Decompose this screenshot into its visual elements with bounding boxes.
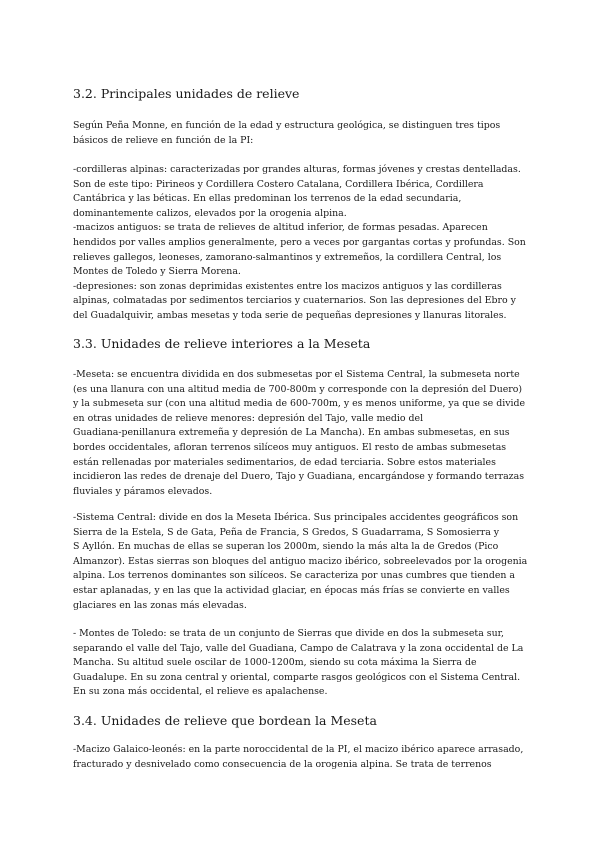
text-line: (es una llanura con una altitud media de 700-800m y corresponde con la depresión del Duero) xyxy=(73,383,523,395)
text-line: fracturado y desnivelado como consecuencia de la orogenia alpina. Se trata de terrenos xyxy=(73,758,492,770)
text-line: -cordilleras alpinas: caracterizadas por grandes alturas, formas jóvenes y crestas dentelladas. xyxy=(73,164,521,175)
text-line: alpina. Los terrenos dominantes son silíceos. Se caracteriza por unas cumbres que tienden a xyxy=(73,570,515,582)
text-line: en otras unidades de relieve menores: depresión del Tajo, valle medio del xyxy=(73,412,424,424)
text-line: -Macizo Galaico-leonés: en la parte noroccidental de la PI, el macizo ibérico aparece arrasado, xyxy=(73,744,524,755)
text-line: dominantemente calizos, elevados por la orogenia alpina. xyxy=(73,207,347,219)
text-line: -macizos antiguos: se trata de relieves de altitud inferior, de formas pesadas. Aparecen xyxy=(73,222,488,234)
text-line: Guadiana-penillanura extremeña y depresión de La Mancha). En ambas submesetas, en sus xyxy=(73,427,510,439)
text-line: están rellenadas por materiales sedimentarios, de edad terciaria. Sobre estos materiales xyxy=(73,456,496,468)
paragraph-macizo-galaico xyxy=(73,743,533,772)
paragraph-meseta xyxy=(73,368,533,499)
text-line: bordes occidentales, afloran terrenos silíceos muy antiguos. El resto de ambas submesetas xyxy=(73,441,507,453)
text-line: -Meseta: se encuentra dividida en dos submesetas por el Sistema Central, la submeseta norte xyxy=(73,369,520,380)
text-line: Según Peña Monne, en función de la edad y estructura geológica, se distinguen tres tipos xyxy=(73,120,501,131)
heading-principales-unidades: 3.2. Principales unidades de relieve xyxy=(73,86,300,101)
text-line: -depresiones: son zonas deprimidas existentes entre los macizos antiguos y las cordilleras xyxy=(73,280,502,292)
paragraph-montes-toledo xyxy=(73,627,533,700)
text-line: Almanzor). Estas sierras son bloques del antiguo macizo ibérico, sobreelevados por la orogenia xyxy=(73,555,528,567)
text-line: relieves gallegos, leoneses, zamorano-salmantinos y extremeños, la cordillera Central, los xyxy=(73,251,502,263)
text-line: separando el valle del Tajo, valle del Guadiana, Campo de Calatrava y la zona occidental de La xyxy=(73,642,524,654)
text-line: Mancha. Su altitud suele oscilar de 1000-1200m, siendo su cota máxima la Sierra de xyxy=(73,657,477,669)
text-line: - Montes de Toledo: se trata de un conjunto de Sierras que divide en dos la submeseta sur, xyxy=(73,628,505,639)
text-line: -Sistema Central: divide en dos la Meseta Ibérica. Sus principales accidentes geográficos son xyxy=(73,512,519,523)
text-line: y la submeseta sur (con una altitud media de 600-700m, y es menos uniforme, ya que se divide xyxy=(73,398,526,410)
text-line: Cantábrica y las béticas. En ellas predominan los terrenos de la edad secundaria, xyxy=(73,193,462,205)
text-line: Montes de Toledo y Sierra Morena. xyxy=(73,266,241,278)
text-line: Guadalupe. En su zona central y oriental, comparte rasgos geológicos con el Sistema Central. xyxy=(73,671,521,683)
text-line: incidieron las redes de drenaje del Duero, Tajo y Guadiana, encargándose y formando terrazas xyxy=(73,471,525,483)
text-line: estar aplanadas, y en las que la actividad glaciar, en épocas más frías se convierte en valles xyxy=(73,584,510,596)
heading-unidades-interiores: 3.3. Unidades de relieve interiores a la Meseta xyxy=(73,336,371,351)
text-line: básicos de relieve en función de la PI: xyxy=(73,134,254,146)
paragraph-tipos-relieve xyxy=(73,163,533,324)
paragraph-intro xyxy=(73,119,533,148)
text-line: fluviales y páramos elevados. xyxy=(73,485,213,497)
text-line: alpinas, colmatadas por sedimentos terciarios y cuaternarios. Son las depresiones del Ebro y xyxy=(73,295,516,307)
text-line: En su zona más occidental, el relieve es apalachense. xyxy=(73,686,328,698)
heading-unidades-bordean: 3.4. Unidades de relieve que bordean la Meseta xyxy=(73,713,377,728)
text-line: glaciares en las zonas más elevadas. xyxy=(73,599,247,611)
paragraph-sistema-central xyxy=(73,511,533,613)
text-line: hendidos por valles amplios generalmente, pero a veces por gargantas cortas y profundas. Son xyxy=(73,236,526,248)
text-line: Sierra de la Estela, S de Gata, Peña de Francia, S Gredos, S Guadarrama, S Somosierra y xyxy=(73,526,500,538)
text-line: del Guadalquivir, ambas mesetas y toda serie de pequeñas depresiones y llanuras litorales. xyxy=(73,309,507,321)
text-line: Son de este tipo: Pirineos y Cordillera Costero Catalana, Cordillera Ibérica, Cordillera xyxy=(73,178,484,190)
text-line: S Ayllón. En muchas de ellas se superan los 2000m, siendo la más alta la de Gredos (Pico xyxy=(73,541,499,553)
